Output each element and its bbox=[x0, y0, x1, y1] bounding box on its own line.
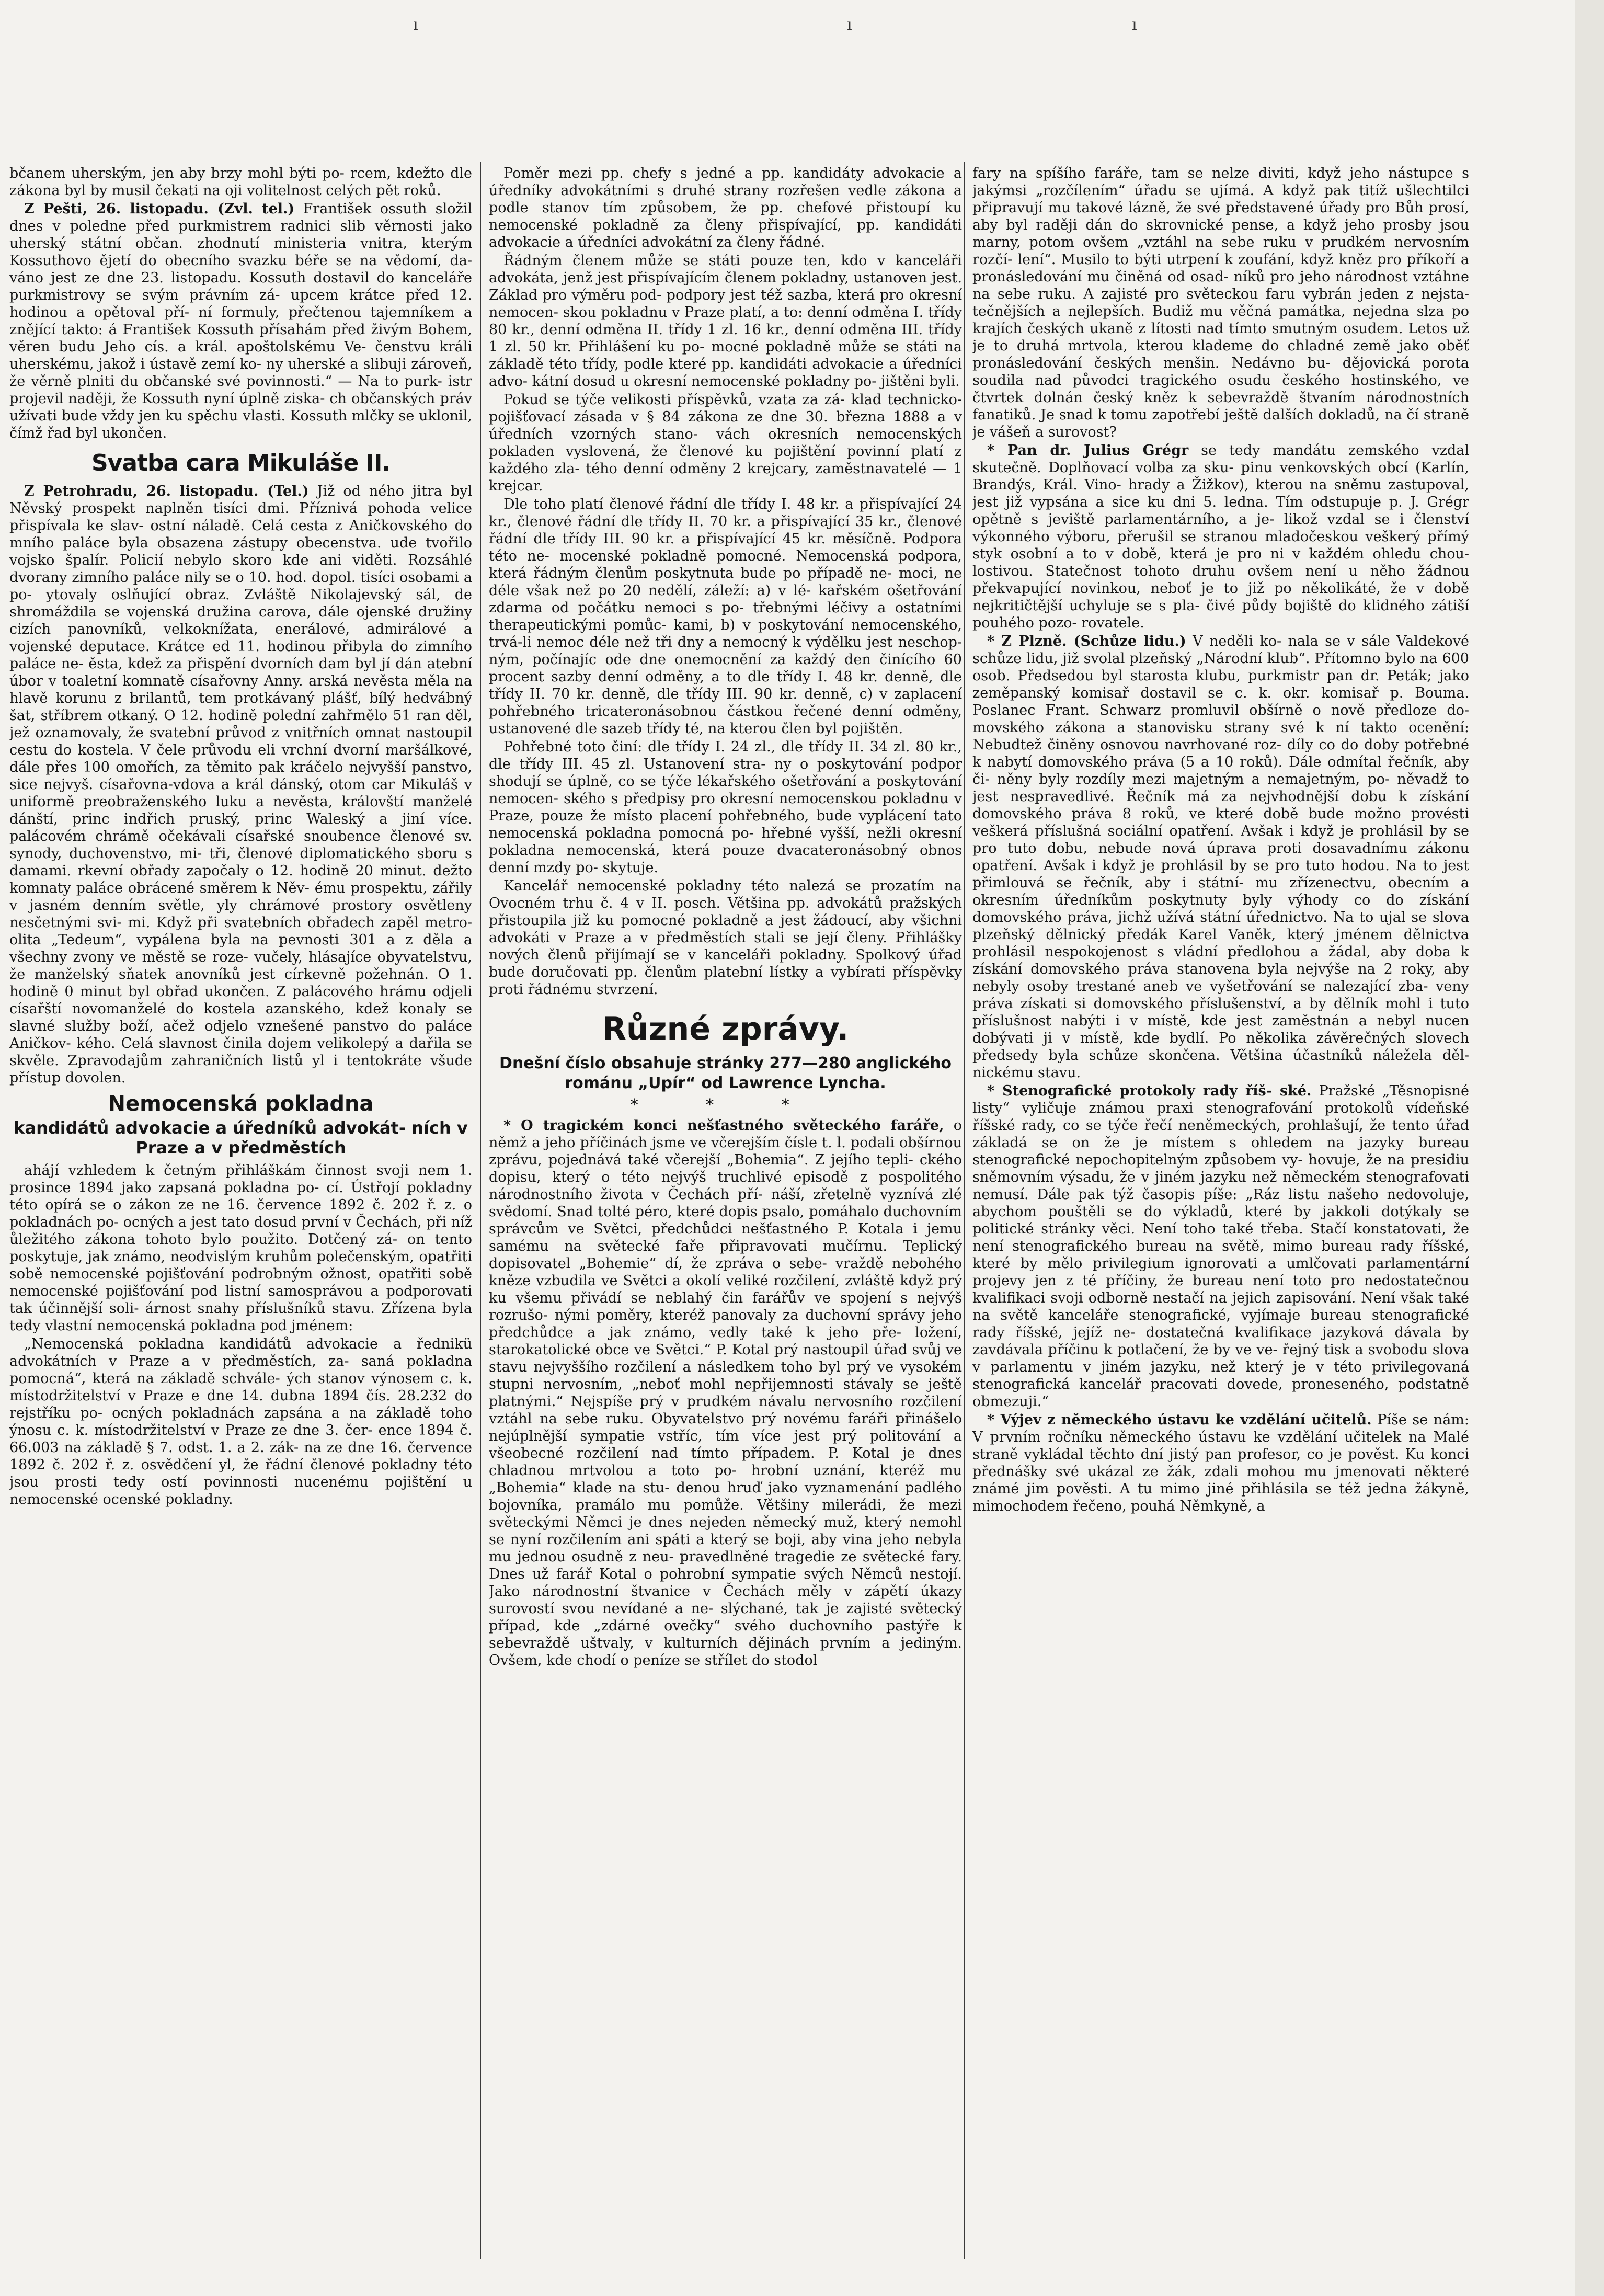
paragraph: Poměr mezi pp. chefy s jedné a pp. kandidáty advokacie a úředníky advokátními s druhé strany rozřešen vedle zákona a podle stanov tím způsobem, že pp. chefové přistoupí ku nemocenské pokladně za členy přispívající, pp. kandidáti advokacie a úředníci advokátní za členy řádné. bbox=[489, 165, 962, 250]
article-lead: * Výjev z německého ústavu ke vzdělání učitelů. bbox=[987, 1412, 1372, 1428]
headline-wedding: Svatba cara Mikuláše II. bbox=[91, 450, 391, 476]
top-mark: ı bbox=[1132, 16, 1137, 34]
paragraph: „Nemocenská pokladna kandidátů advokacie a řednikü advokátních v Praze a v předměstích, za- saná pokladna pomocná“, která na základě schvále- ých stanov výnosem c. k. místodržitelství v Praze e dne 14. dubna 1894 čís. 28.232 do rejstříku po- ocných pokladnách zapsána a na základě toho ýnosu c. k. místodržitelství v Praze ze dne 3. čer- ence 1894 č. 66.003 na základě § 7. odst. 1. a 2. zák- na ze dne 16. července 1892 č. 202 ř. z. osvědčení yl, že řádní členové pokladny této jsou prosti tedy ostí povinnosti nucenému pojištění u nemocenské ocenské pokladny. bbox=[9, 1336, 472, 1507]
article-lead: * Z Plzně. (Schůze lidu.) bbox=[987, 633, 1186, 649]
paragraph: Pokud se týče velikosti příspěvků, vzata za zá- klad technicko-pojišťovací zásada v § 84 zákona ze dne 30. března 1888 a v úředních vzorných stano- vách okresních nemocenských pokladen vyslovená, že členové ku pojištění povinní platí z každého zla- tého denní odměny 2 krejcary, zaměstnavatelé — 1 krejcar. bbox=[489, 392, 962, 494]
page-edge bbox=[1575, 0, 1604, 2296]
article-lead: * O tragickém konci nešťastného světeckého faráře, bbox=[503, 1117, 944, 1134]
article-body: Pražské „Těsnopisné listy“ vyličuje známou praxi stenografování protokolů vídeňské říšské rady, co se týče řečí neněmeckých, prohlašují, že tento úřad základá se on že je místem s ohledem na jazyky bureau stenografické nepochopitelným způsobem vy- hovuje, že na presidiu sněmovním výsadu, že v jiném jazyku než německém stenografovati nemusí. Dále pak týž časopis píše: „Ráz listu našeho nedovoluje, abychom pouštěli se do výkladů, které by jakkoli dotýkaly se politické stránky věci. Není toho také třeba. Stačí konstatovati, že není stenografického bureau na světě, mimo bureau rady říšské, které by mělo privilegium ignorovati a umlčovati parlamentární projevy jen z té příčiny, že bureau není toto pro nedostatečnou kvalifikaci svoji odborně nestačí na jejich zapisování. Není však také na světě kanceláře stenografické, vyjímaje bureau stenografické rady říšské, jejíž ne- dostatečná kvalifikace jazyková dávala by zavdávala příčinu k potlačení, že by ve ve- řejný tisk a svobodu slova v parlamentu v jiném jazyku, než který je v této privilegovaná stenografická kancelář pracovati dovede, proneseného, podstatně obmezuji.“ bbox=[972, 1083, 1469, 1410]
article-kossuth bbox=[9, 200, 472, 442]
section-title-razne: Různé zprávy. bbox=[602, 1011, 849, 1047]
article-body: V neděli ko- nala se v sále Valdekové schůze lidu, již svolal plzeňský „Národní klub“. Přítomno bylo na 600 osob. Předsedou byl starosta klubu, purkmistr pan dr. Peták; jako zeměpanský komisař dostavil se c. k. okr. komisař p. Bouma. Poslanec Frant. Schwarz promluvil obšírně o nově předloze do- movského zákona a stanovisku strany své k ní takto ocenění: Nebudtež činěny osnovou navrhované roz- díly co do doby potřebné k nabytí domovského práva (5 a 10 roků). Dále odmítal řečník, aby či- něny byly rozdíly mezi majetným a nemajetným, po- něvadž to jest nespravedlivé. Řečník má za nejvhodnější dobu k získání domovského práva 8 roků, ve které době bude možno provésti veškerá příslušná sociální opatření. Avšak i když je prohlásil by se pro tuto dobu, nebude nová úprava proti dosavadnímu zákonu opatření. Avšak i když je prohlásil by se pro tuto hodou. Na to jest přimlouvá se řečník, aby i státní- mu zřízenectvu, obecním a okresním úředníkům poskytnuty byly výhody co do získání domovského práva, jichž užívá státní úřednictvo. Na to ujal se slova plzeňský dělnický předák Karel Vaněk, který jménem dělnictva prohlásil nespokojenost s vládní předlohou a žádal, aby doba k získání domovského práva stanovena byla nejvýše na 2 roky, aby nebyly osoby trestané aneb ve vyšetřování se nalezající zba- veny práva získati si domovského příslušenství, a by dělník mohl i tuto příslušnost nabýti i v místě, kde jest zaměstnán a nebyl nucen dobývati ji v místě, kde bydlí. Po několika závěrečných slovech předsedy byla schůze skončena. Většina účastníků náležela děl- nickému stavu. bbox=[972, 633, 1469, 1081]
article-steno bbox=[972, 1082, 1469, 1410]
article-body: Píše se nám: V prvním ročníku německého ústavu ke vzdělání učitelek na Malé straně vykládal těchto dní jistý pan profesor, co je pověst. Ku konci přednášky své ukázal ze žák, zdali mohou mu jmenovati některé známé jim pověsti. A tu mimo jiné přihlásila se též jedna žákyně, mimochodem řečeno, pouhá Němkyně, a bbox=[972, 1412, 1469, 1514]
article-body: o němž a jeho příčinách jsme ve včerejším čísle t. l. podali obšírnou zprávu, pojednává také včerejší „Bohemia“. Z jejího tepli- ckého dopisu, který o této nejvýš truchlivé episodě z pospolitého národnostního života v Čechách pří- náší, zřetelně vyznívá zlé svědomí. Snad tolté péro, které dopis psalo, pomáhalo duchovním správcům ve Světci, předchůdci nešťastného P. Kotala i jemu samému na světecké faře připravovati mučírnu. Teplický dopisovatel „Bohemie“ dí, že zpráva o sebe- vraždě nebohého kněze vzbudila ve Světci a okolí veliké rozčilení, zvláště když prý ku všemu přivádí se neblahý čin farářův ve spojení s nejvýš rozrušo- nými poměry, kteréž panovaly za duchovní správy jeho předchůdce a jak známo, vedly také k jeho pře- ložení, starokatolické obce ve Světci.“ P. Kotal prý nastoupil úřad svůj ve stavu nejvyššího rozčilení a následkem toho byl prý ve vysokém stupni nervosním, „neboť mohl nepřijemnosti stávaly se ještě platnými.“ Nejspíše prý v prudkém návalu nervosního rozčilení vztáhl na sebe ruku. Obyvatelstvo prý novému faráři přinášelo nejúplnější sympatie vstříc, tím více jest prý politování a všeobecné rozčilení nad tímto případem. P. Kotal je dnes chladnou mrtvolou a toto po- hrobní uznání, kteréž mu „Bohemia“ klade na stu- denou hruď jako vyznamenání padlého bojovníka, pramálo mu pomůže. Většiny milerádi, že mezi světeckými Němci je dnes nejeden německý muž, který nemohl se nyní rozčilením ani spáti a který se boji, aby vina jeho nebyla mu jednou osudně z neu- pravedlněné tragedie ze světecké fary. Dnes už farář Kotal o pohrobní sympatie svých Němců nestojí. Jako národnostní štvanice v Čechách měly v zápětí úkazy surovostí svou nevídané a ne- slýchané, tak je zajisté světecký případ, kde „zdárné ovečky“ svého duchovního pastýře k sebevraždě uštvaly, v kulturních dějinách prvním a jediným. Ovšem, kde chodí o peníze se střílet do stodol bbox=[489, 1117, 962, 1669]
dateline: Z Petrohradu, 26. listopadu. (Tel.) bbox=[24, 483, 309, 499]
article-tragic bbox=[489, 1117, 962, 1669]
article-plzen bbox=[972, 633, 1469, 1081]
paragraph: ahájí vzhledem k četným přihláškám činnost svoji nem 1. prosince 1894 jako zapsaná pokladna po- cí. Ústřojí pokladny této opírá se o zákon ze ne 16. července 1892 č. 202 ř. z. o pokladnách po- ocných a jest tato dosud první v Čechách, při níž ůležitého zákona tohoto bylo použito. Dotčený zá- on tento poskytuje, jak známo, neodvislým kruhům polečenským, opatřiti sobě nemocenské pojišťování podrobným ožnost, opatřiti sobě nemocenské pojišťování pod listní samosprávou a podporovati tak účinnější soli- árnost snahy příslušníků stavu. Zřízena byla tedy vlastní nemocenská pokladna pod jménem: bbox=[9, 1162, 472, 1334]
headline-kasse: Nemocenská pokladna bbox=[108, 1092, 374, 1116]
article-wedding bbox=[9, 483, 472, 1087]
article-lead: * Stenografické protokoly rady říš- ské. bbox=[987, 1083, 1312, 1099]
article-body: Již od ného jitra byl Něvský prospekt naplněn tisíci dmi. Příznivá pohoda velice přispívala ke slav- ostní náladě. Celá cesta z Aničkovského do mního paláce byla obsazena zástupy obecenstva. ude tvořilo vojsko špalír. Policií nebylo skoro kde ani viděti. Rozsáhlé dvorany zimního paláce nily se o 10. hod. dopol. tisíci osobami a po- ytovaly oslňující obraz. Zvláště Nikolajevský sál, de shromáždila se vojenská družina carova, dále ojenské družiny cizích panovníků, velkoknížata, enerálové, admirálové a vojenské deputace. Krátce ed 11. hodinou přibyla do zimního paláce ne- ěsta, kdež za přispění dvorních dam byl jí dán atební úbor v toaletní komnatě císařovny Anny. arská nevěsta měla na hlavě korunu z brilantů, tem protkávaný plášť, bílý hedvábný šat, stříbrem otkaný. O 12. hodině polední zahřmělo 51 ran děl, jež oznamovaly, že svatební průvod z vnitřních omnat nastoupil cestu do kostela. V čele průvodu eli vrchní dvorní maršálkové, dále přes 100 omořích, za těmito pak kráčelo nejvyšší panstvo, sice nejvyš. císařovna-vdova a král dánský, otom car Mikuláš v uniformě preobraženského luku a nevěsta, královští manželé dánští, princ indřich pruský, princ Waleský a jiní více. palácovém chrámě očekávali císařské snoubence členové sv. synody, duchovenstvo, mi- tři, členové diplomatického sboru s damami. rkevní obřady započaly o 12. hodině 20 minut. dežto komnaty paláce obrácené směrem k Něv- ému prospektu, zářily v jasném denním světle, yly chrámové prostory osvětleny nesčetnými svi- mi. Když při svatebních obřadech zapěl metro- olita „Tedeum“, vypálena byla na pevnosti 301 a z děla a všechny zvony ve městě se roze- vučely, hlásajíce obyvatelstvu, že manželský sňatek anovníků jest církevně požehnán. O 1. hodině 0 minut byl obřad ukončen. Z palácového hrámu odjeli císařští novomanželé do kostela azanského, kdež konaly se slavné služby boží, ačež odjelo vznešené panstvo do paláce Aničkov- kého. Celá slavnost činila dojem velikolepý a dařila se skvěle. Zpravodajům zahraničních listů yl i tentokráte všude přístup dovolen. bbox=[9, 483, 472, 1086]
article-lead: * Pan dr. Julius Grégr bbox=[987, 442, 1189, 459]
paragraph: Dle toho platí členové řádní dle třídy I. 48 kr. a přispívající 24 kr., členové řádní dle třídy II. 70 kr. a přispívající 35 kr., členové řádní dle třídy III. 90 kr. a přispívající 45 kr. měsíčně. Podpora této ne- mocenské pokladně pomocné. Nemocenská podpora, která řádným členům poskytnuta bude po případě ne- moci, ne déle však než po 20 nedělí, záleží: a) v lé- kařském ošetřování zdarma od počátku nemoci s po- třebnými léčivy a ostatními therapeutickými pomůc- kami, b) v poskytování nemocenského, trvá-li nemoc déle než tři dny a nemocný k výdělku jest neschop- ným, počínajíc ode dne onemocnění za každý den činícího 60 procent sazby denní odměny, a to dle třídy I. 48 kr. denně, dle třídy II. 70 kr. denně, dle třídy III. 90 kr. denně, c) v zaplacení pohřebného tricateronásobnou částkou řečené denní odměny, ustanovené dle sazeb třídy té, na kterou člen byl pojištěn. bbox=[489, 496, 962, 737]
top-mark: ı bbox=[413, 16, 418, 34]
top-mark: ı bbox=[847, 16, 852, 34]
column-rule bbox=[480, 162, 481, 2259]
column-1 bbox=[9, 165, 472, 2264]
column-3 bbox=[972, 165, 1469, 2264]
article-body: se tedy mandátu zemského vzdal skutečně. Doplňovací volba za sku- pinu venkovských obcí (Karlín, Brandýs, Král. Vino- hrady a Žižkov), kterou na sněmu zastupoval, jest již vypsána a sice ku dni 5. ledna. Tím odstupuje p. J. Grégr opětně s jeviště parlamentárního, a je- likož vzdal se i členství výkonného výboru, přerušil se stranou mladočeskou veškerý přímý styk osobní a to v době, která je pro ni v každém ohledu chou- lostivou. Statečnost tohoto druhu ovšem není u něho žádnou překvapující novinkou, neboť je to již po několikáté, že v době nejkritičtější uchyluje se s pla- čivé půdy bojiště do klidného zátiší pouhého pozo- rovatele. bbox=[972, 442, 1469, 631]
paragraph: Kancelář nemocenské pokladny této nalezá se prozatím na Ovocném trhu č. 4 v II. posch. Většina pp. advokátů pražských přistoupila již ku pomocné pokladně a jest žádoucí, aby všichni advokáti v Praze a v předměstích stali se její členy. Přihlášky nových členů přijímají se v kanceláři pokladny. Spolkový úřad bude doručovati pp. členům platební lístky a vybírati příspěvky proti řádnému stvrzení. bbox=[489, 878, 962, 998]
subheadline-kasse: kandidátů advokacie a úředníků advokát- ních v Praze a v předměstích bbox=[14, 1118, 468, 1158]
article-vyjev bbox=[972, 1411, 1469, 1515]
paragraph: Řádným členem může se státi pouze ten, kdo v kanceláři advokáta, jenž jest přispívajícím členem pokladny, ustanoven jest. Základ pro výměru pod- podpory jest též sazba, která pro okresní nemocen- skou pokladnu v Praze platí, a to: denní odměna I. třídy 80 kr., denní odměna II. třídy 1 zl. 16 kr., denní odměna III. třídy 1 zl. 50 kr. Přihlášení ku po- mocné pokladně může se státi na základě této třídy, podle které pp. kandidáti advokacie a úředníci advo- kátní dosud u okresní nemocenské pokladny po- jištěni byli. bbox=[489, 253, 962, 390]
article-gregr bbox=[972, 442, 1469, 632]
column-rule bbox=[964, 162, 965, 2259]
separator-stars: * * * bbox=[630, 1096, 821, 1114]
paragraph: fary na spíšího faráře, tam se nelze diviti, když jeho nástupce s jakýmsi „rozčílením“ úřadu se ujímá. A když pak titíž ušlechtilci připravují mu takové lázně, že své představené úřady pro Bůh prosí, aby byl raději dán do skrovnické pense, a když jeho prosby jsou marny, potom ovšem „vztáhl na sebe ruku v prudkém nervosním rozčí- lení“. Musilo to býti utrpení k zoufání, když kněz pro příkoří a pronásledování mu činěná od osad- níků pro jeho národnost vztáhne na sebe ruku. A zajisté pro světeckou faru vybrán jeden z nejsta- tečnějších a nejlepších. Budiž mu věčná památka, nejedna slza po krajích českých ukaně z lítosti nad tímto smutným osudem. Letos už je to druhá mrtvola, kterou klademe do chladné země jako oběť pronásledování českých menšin. Nedávno bu- dějovická porota soudila nad původci tragického osudu českého hostinského, ve čtvrtek dolnán český kněz k sebevraždě štvaním národnostních fanatiků. Je snad k tomu zapotřebí ještě dalších dokladů, na čí straně je vášeň a surovost? bbox=[972, 165, 1469, 440]
column-2 bbox=[489, 165, 962, 2264]
paragraph: Pohřebné toto činí: dle třídy I. 24 zl., dle třídy II. 34 zl. 80 kr., dle třídy III. 45 zl. Ustanovení stra- ny o poskytování podpor shodují se úplně, co se týče lékařského ošetřování a poskytování nemocen- ského s předpisy pro okresní nemocenskou pokladnu v Praze, pouze že místo placení pohřebného, bude vyplácení tato nemocenská pokladna pomocná po- hřebné vyšší, nežli okresní pokladna nemocenská, která pouze dvacateronásobný obnos denní mzdy po- skytuje. bbox=[489, 739, 962, 876]
paragraph: bčanem uherským, jen aby brzy mohl býti po- rcem, kdežto dle zákona byl by musil čekati na oji volitelnost celých pět roků. bbox=[9, 165, 472, 199]
article-body: František ossuth složil dnes v poledne před purkmistrem radnici slib věrnosti jako uherský státní občan. zhodnutí ministeria vnitra, kterým Kossuthovo ějetí do obecního svazku béře se na vědomí, da- váno jest ze dne 23. listopadu. Kossuth dostavil do kanceláře purkmistrovy se svým právním zá- upcem krátce před 12. hodinou a opětoval pří- ní formuly, přečtenou tajemníkem a znějící takto: á František Kossuth přísahám před živým Bohem, věren budu Jeho cís. a král. apoštolskému Ve- čenstvu králi uherskému, jakož i ústavě zemí ko- ny uherské a slibuji zároveň, že věrně plniti du občanské své povinnosti.“ — Na to purk- istr projevil naději, že Kossuth nyní úplně ziska- ch občanských práv užívati bude vždy jen ku spěchu vlasti. Kossuth mlčky se uklonil, čímž řad byl ukončen. bbox=[9, 201, 472, 441]
announcement: Dnešní číslo obsahuje stránky 277—280 anglického románu „Upír“ od Lawrence Lyncha. bbox=[499, 1054, 952, 1092]
dateline: Z Pešti, 26. listopadu. (Zvl. tel.) bbox=[24, 201, 295, 217]
